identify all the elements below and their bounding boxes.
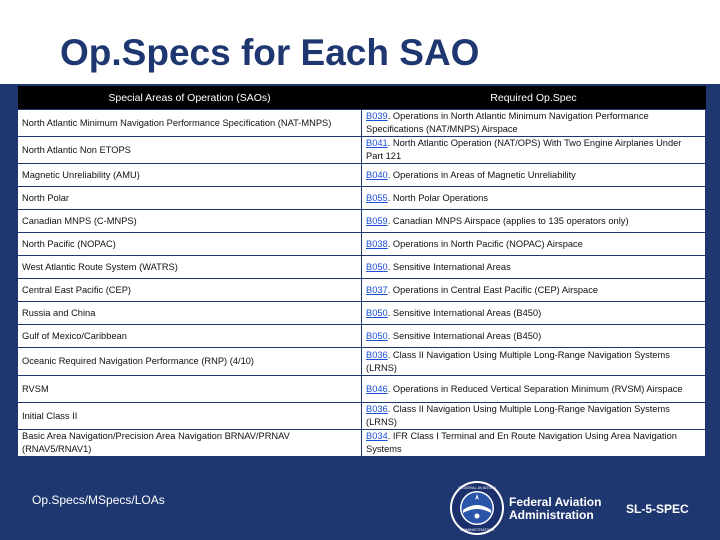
table-header-row xyxy=(18,86,706,110)
sao-cell: North Pacific (NOPAC) xyxy=(18,233,362,256)
slide-title: Op.Specs for Each SAO xyxy=(60,32,480,73)
table-row xyxy=(18,302,706,325)
sao-cell: Oceanic Required Navigation Performance (RNP) (4/10) xyxy=(18,348,362,376)
table-row xyxy=(18,187,706,210)
opspec-desc: . Sensitive International Areas (B450) xyxy=(387,330,542,341)
opspec-cell xyxy=(362,187,706,210)
sao-cell: North Atlantic Minimum Navigation Performance Specification (NAT-MNPS) xyxy=(18,110,362,137)
sao-cell: Initial Class II xyxy=(18,403,362,430)
opspec-cell xyxy=(362,110,706,137)
table-row xyxy=(18,233,706,256)
svg-text:ADMINISTRATION: ADMINISTRATION xyxy=(460,527,494,532)
opspec-cell xyxy=(362,325,706,348)
faa-name-line2: Administration xyxy=(509,507,594,522)
table-row xyxy=(18,325,706,348)
opspec-cell xyxy=(362,256,706,279)
opspec-cell xyxy=(362,376,706,403)
opspec-link[interactable]: B050 xyxy=(366,330,388,341)
sao-cell: Canadian MNPS (C-MNPS) xyxy=(18,210,362,233)
opspec-desc: . North Polar Operations xyxy=(387,192,488,203)
opspec-desc: . IFR Class I Terminal and En Route Navigation Using Area Navigation Systems xyxy=(366,431,677,454)
opspec-link[interactable]: B041 xyxy=(366,138,388,148)
sao-cell: West Atlantic Route System (WATRS) xyxy=(18,256,362,279)
opspec-link[interactable]: B046 xyxy=(366,383,388,394)
table-row xyxy=(18,137,706,164)
opspec-link[interactable]: B037 xyxy=(366,284,388,295)
svg-text:FEDERAL AVIATION: FEDERAL AVIATION xyxy=(458,485,496,490)
opspec-desc: . North Atlantic Operation (NAT/OPS) With Two Engine Airplanes Under Part 121 xyxy=(366,138,682,161)
opspec-link[interactable]: B034 xyxy=(366,431,388,441)
opspec-link[interactable]: B039 xyxy=(366,111,388,121)
table-row xyxy=(18,430,706,457)
sao-cell: Gulf of Mexico/Caribbean xyxy=(18,325,362,348)
sao-cell: Central East Pacific (CEP) xyxy=(18,279,362,302)
opspec-link[interactable]: B050 xyxy=(366,261,388,272)
table-row xyxy=(18,376,706,403)
table-row xyxy=(18,279,706,302)
sao-cell: Basic Area Navigation/Precision Area Navigation BRNAV/PRNAV (RNAV5/RNAV1) xyxy=(18,430,362,457)
opspec-link[interactable]: B036 xyxy=(366,349,388,360)
opspec-link[interactable]: B055 xyxy=(366,192,388,203)
opspec-link[interactable]: B050 xyxy=(366,307,388,318)
sao-cell: Magnetic Unreliability (AMU) xyxy=(18,164,362,187)
table-row xyxy=(18,348,706,376)
opspec-link[interactable]: B038 xyxy=(366,238,388,249)
opspec-cell xyxy=(362,403,706,430)
sao-cell: North Atlantic Non ETOPS xyxy=(18,137,362,164)
header-sao: Special Areas of Operation (SAOs) xyxy=(18,86,362,110)
opspec-cell xyxy=(362,137,706,164)
sao-opspec-table xyxy=(17,86,706,457)
table-row xyxy=(18,210,706,233)
opspec-desc: . Operations in North Atlantic Minimum Navigation Performance Specifications (NAT/MNPS) Airspace xyxy=(366,111,649,134)
opspec-desc: . Sensitive International Areas (B450) xyxy=(387,307,542,318)
opspec-link[interactable]: B040 xyxy=(366,169,388,180)
sao-cell: North Polar xyxy=(18,187,362,210)
opspec-desc: . Class II Navigation Using Multiple Long-Range Navigation Systems (LRNS) xyxy=(366,349,670,373)
sao-cell: RVSM xyxy=(18,376,362,403)
footer-label: Op.Specs/MSpecs/LOAs xyxy=(32,493,165,507)
opspec-cell xyxy=(362,233,706,256)
opspec-cell xyxy=(362,302,706,325)
faa-seal-icon xyxy=(449,480,505,536)
table-row xyxy=(18,164,706,187)
opspec-cell xyxy=(362,348,706,376)
opspec-desc: . Operations in North Pacific (NOPAC) Airspace xyxy=(387,238,583,249)
opspec-cell xyxy=(362,210,706,233)
opspec-desc: . Operations in Reduced Vertical Separation Minimum (RVSM) Airspace xyxy=(387,383,683,394)
opspec-cell xyxy=(362,430,706,457)
faa-name-line1: Federal Aviation xyxy=(509,495,602,509)
opspec-desc: . Operations in Areas of Magnetic Unreliability xyxy=(387,169,576,180)
opspec-desc: . Operations in Central East Pacific (CEP) Airspace xyxy=(387,284,599,295)
faa-name xyxy=(509,496,601,521)
table-row xyxy=(18,110,706,137)
opspec-desc: . Class II Navigation Using Multiple Long-Range Navigation Systems (LRNS) xyxy=(366,404,670,427)
opspec-cell xyxy=(362,279,706,302)
opspec-link[interactable]: B059 xyxy=(366,215,388,226)
header-opspec: Required Op.Spec xyxy=(362,86,706,110)
table-row xyxy=(18,403,706,430)
opspec-desc: . Canadian MNPS Airspace (applies to 135 operators only) xyxy=(387,215,629,226)
opspec-link[interactable]: B036 xyxy=(366,404,388,414)
slide-id: SL-5-SPEC xyxy=(626,502,689,516)
opspec-cell xyxy=(362,164,706,187)
sao-cell: Russia and China xyxy=(18,302,362,325)
opspec-desc: . Sensitive International Areas xyxy=(387,261,511,272)
table-row xyxy=(18,256,706,279)
